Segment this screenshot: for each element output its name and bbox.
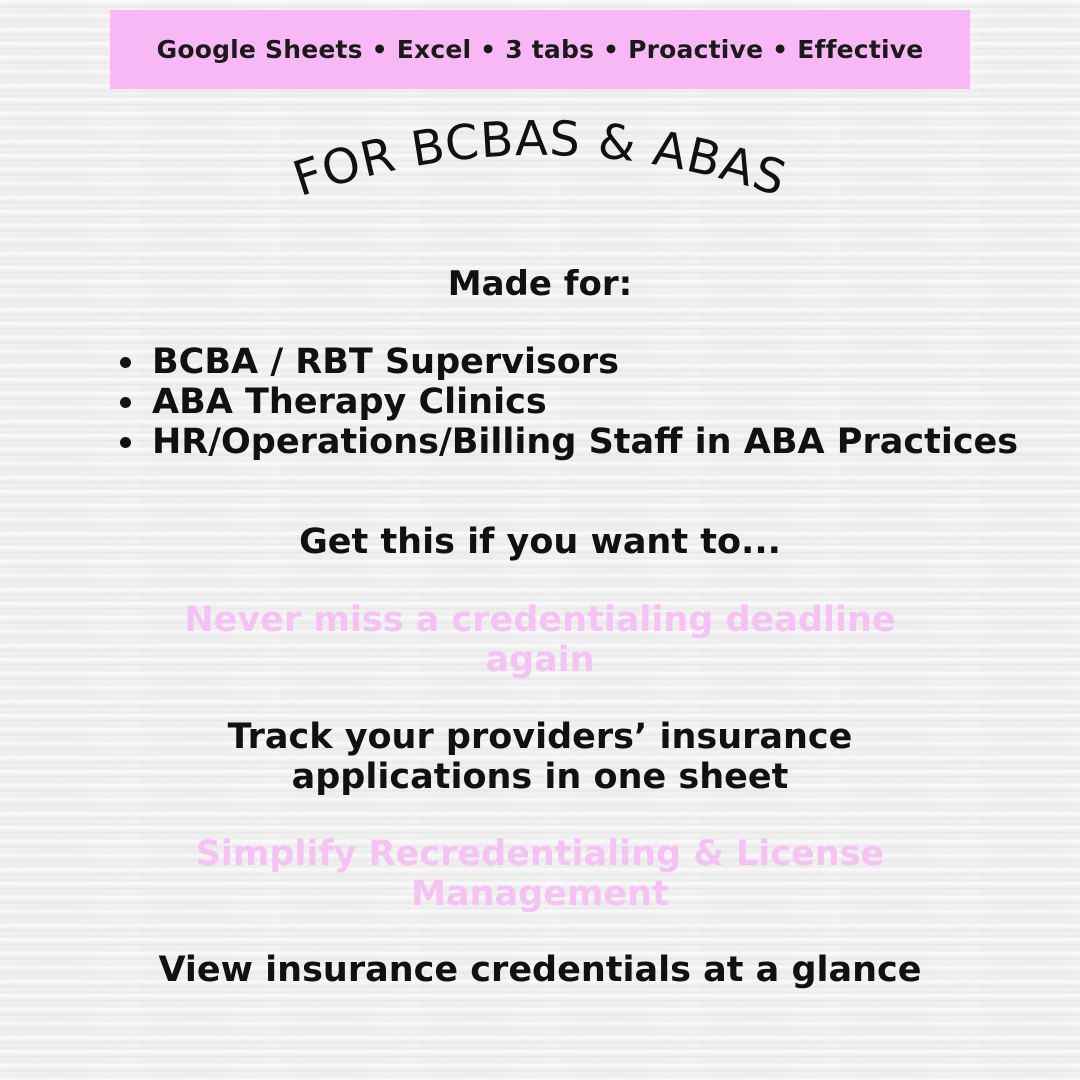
list-item-label: ABA Therapy Clinics (152, 382, 547, 422)
get-this-heading: Get this if you want to... (299, 522, 781, 562)
list-item-label: BCBA / RBT Supervisors (152, 342, 619, 382)
bullet-icon (120, 397, 131, 408)
headline-arc (200, 95, 880, 255)
list-item-label: HR/Operations/Billing Staff in ABA Practices (152, 422, 1019, 462)
list-item (118, 422, 1018, 462)
benefit-line: Track your providers’ insurance (227, 717, 853, 757)
top-banner (110, 10, 970, 89)
banner-text: Google Sheets • Excel • 3 tabs • Proactive • Effective (156, 35, 924, 64)
audience-list (118, 342, 1018, 462)
bullet-icon (120, 357, 131, 368)
benefit-deadline (0, 600, 1080, 680)
list-item (118, 342, 1018, 382)
headline-textpath: FOR BCBAS & ABAS (286, 110, 794, 208)
benefit-line: applications in one sheet (291, 757, 789, 797)
benefit-simplify (0, 834, 1080, 914)
list-item (118, 382, 1018, 422)
benefit-line: View insurance credentials at a glance (158, 950, 922, 990)
bullet-icon (120, 437, 131, 448)
made-for-heading: Made for: (447, 264, 633, 304)
benefit-view (0, 950, 1080, 990)
benefit-line: again (485, 640, 595, 680)
benefit-line: Simplify Recredentialing & License (195, 834, 885, 874)
benefit-line: Never miss a credentialing deadline (184, 600, 896, 640)
headline-text (287, 111, 794, 208)
benefit-track (0, 717, 1080, 797)
benefit-line: Management (411, 874, 669, 914)
